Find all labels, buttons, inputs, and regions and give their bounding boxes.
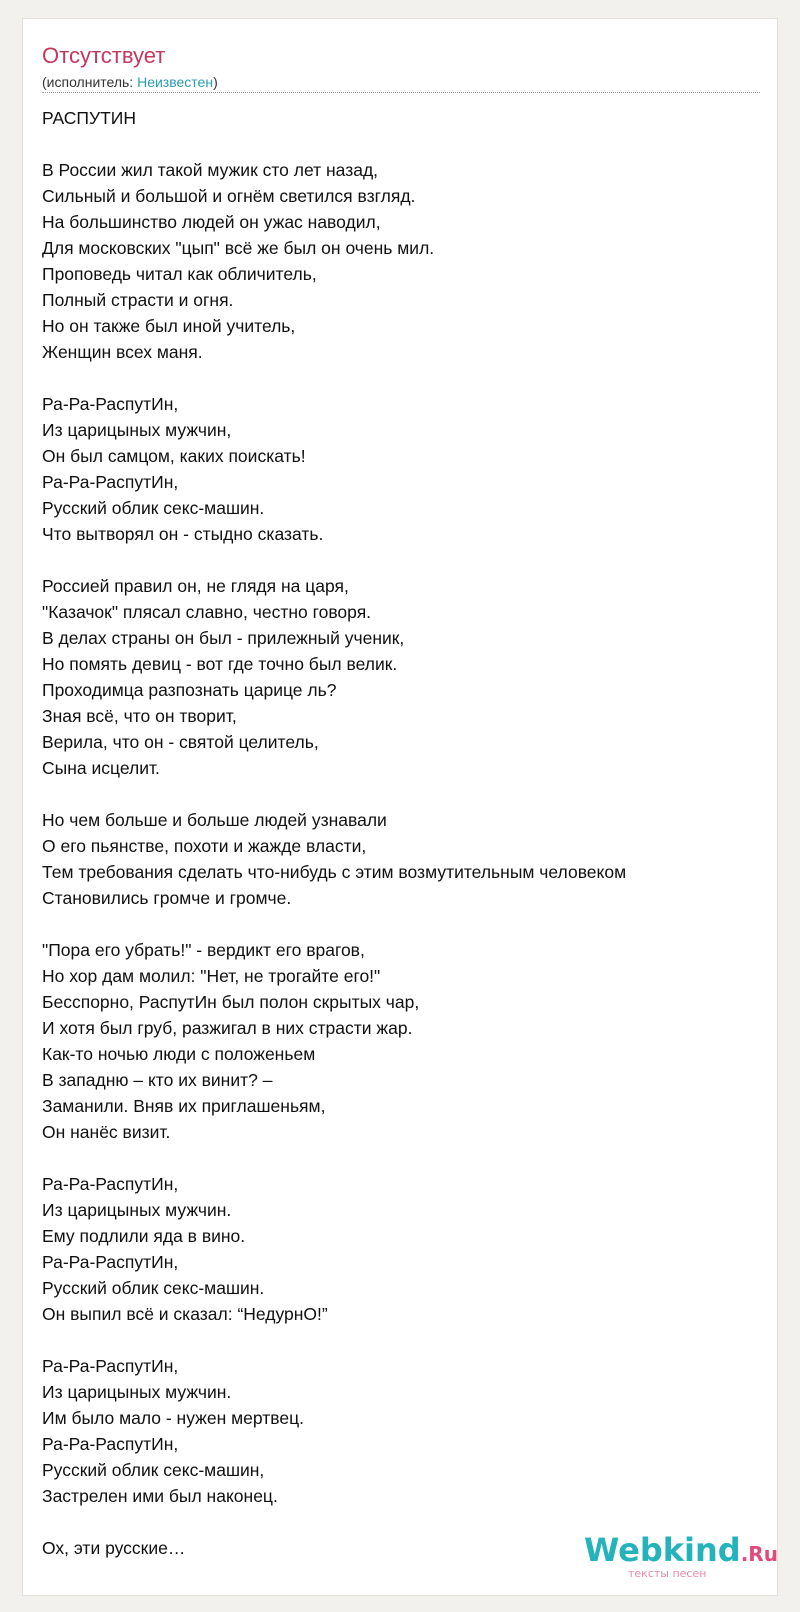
lyric-line	[42, 547, 772, 573]
lyric-line: Ра-Ра-РаспутИн,	[42, 1434, 179, 1454]
lyric-line	[42, 1327, 772, 1353]
lyric-line: Заманили. Вняв их приглашеньям,	[42, 1096, 326, 1116]
lyric-line: "Казачок" плясал славно, честно говоря.	[42, 602, 372, 622]
artist-link[interactable]: Неизвестен	[137, 74, 214, 90]
song-title: Отсутствует	[42, 43, 166, 68]
lyric-line: Он нанёс визит.	[42, 1122, 171, 1142]
lyric-line: Для московских "цып" всё же был он очень мил.	[42, 238, 435, 258]
lyric-line	[42, 781, 772, 807]
lyric-line: Русский облик секс-машин,	[42, 1460, 265, 1480]
lyric-line: Верила, что он - святой целитель,	[42, 732, 319, 752]
lyric-line: Россией правил он, не глядя на царя,	[42, 576, 349, 596]
lyric-line: Но хор дам молил: "Нет, не трогайте его!"	[42, 966, 381, 986]
lyric-line: Ра-Ра-РаспутИн,	[42, 1356, 179, 1376]
lyric-line: Как-то ночью люди с положеньем	[42, 1044, 316, 1064]
lyric-line: Русский облик секс-машин.	[42, 1278, 265, 1298]
lyric-line: В России жил такой мужик сто лет назад,	[42, 160, 379, 180]
lyric-line: О его пьянстве, похоти и жажде власти,	[42, 836, 367, 856]
lyric-line: И хотя был груб, разжигал в них страсти жар.	[42, 1018, 413, 1038]
lyric-line	[42, 911, 772, 937]
lyric-line: Проповедь читал как обличитель,	[42, 264, 317, 284]
lyric-line: Проходимца разпознать царице ль?	[42, 680, 337, 700]
lyric-line: РАСПУТИН	[42, 108, 137, 128]
lyric-line: Он был самцом, каких поискать!	[42, 446, 306, 466]
lyric-line: Ох, эти русские…	[42, 1538, 186, 1558]
artist-prefix: (исполнитель:	[42, 74, 138, 90]
lyric-line: В делах страны он был - прилежный ученик,	[42, 628, 405, 648]
lyric-line: "Пора его убрать!" - вердикт его врагов,	[42, 940, 365, 960]
lyric-line: Но помять девиц - вот где точно был велик.	[42, 654, 398, 674]
lyric-line: Застрелен ими был наконец.	[42, 1486, 278, 1506]
lyric-line: Он выпил всё и сказал: “НедурнО!”	[42, 1304, 328, 1324]
title-divider	[42, 92, 760, 93]
webkind-logo	[584, 1530, 778, 1592]
lyric-line: В западню – кто их винит? –	[42, 1070, 273, 1090]
lyric-line: Им было мало - нужен мертвец.	[42, 1408, 304, 1428]
logo-tld: .Ru	[740, 1542, 778, 1566]
lyric-line: Тем требования сделать что-нибудь с этим возмутительным человеком	[42, 862, 627, 882]
lyric-line	[42, 365, 772, 391]
artist-suffix: )	[213, 74, 218, 90]
logo-name: Webkind	[584, 1531, 741, 1569]
lyric-line: Ра-Ра-РаспутИн,	[42, 1174, 179, 1194]
lyric-line: Что вытворял он - стыдно сказать.	[42, 524, 324, 544]
lyric-line: Из царицыных мужчин.	[42, 1382, 232, 1402]
lyric-line: Сильный и большой и огнём светился взгляд.	[42, 186, 416, 206]
lyric-line: Бесспорно, РаспутИн был полон скрытых чар,	[42, 992, 420, 1012]
lyric-line: Ра-Ра-РаспутИн,	[42, 472, 179, 492]
lyric-line: Полный страсти и огня.	[42, 290, 234, 310]
lyric-line	[42, 1145, 772, 1171]
lyric-line: Становились громче и громче.	[42, 888, 292, 908]
lyric-line	[42, 131, 772, 157]
lyric-line: Зная всё, что он творит,	[42, 706, 237, 726]
logo-subtitle: тексты песен	[628, 1567, 707, 1580]
lyric-line: Из царицыных мужчин.	[42, 1200, 232, 1220]
lyric-line: Но он также был иной учитель,	[42, 316, 296, 336]
lyric-line: Ра-Ра-РаспутИн,	[42, 394, 179, 414]
lyric-line: Ему подлили яда в вино.	[42, 1226, 246, 1246]
lyric-line: Но чем больше и больше людей узнавали	[42, 810, 387, 830]
lyrics-text	[42, 105, 772, 1561]
lyric-line: Женщин всех маня.	[42, 342, 203, 362]
lyric-line: Русский облик секс-машин.	[42, 498, 265, 518]
lyric-line: Сына исцелит.	[42, 758, 160, 778]
lyric-line: На большинство людей он ужас наводил,	[42, 212, 381, 232]
artist-line	[42, 73, 218, 91]
lyric-line: Ра-Ра-РаспутИн,	[42, 1252, 179, 1272]
lyric-line: Из царицыных мужчин,	[42, 420, 232, 440]
